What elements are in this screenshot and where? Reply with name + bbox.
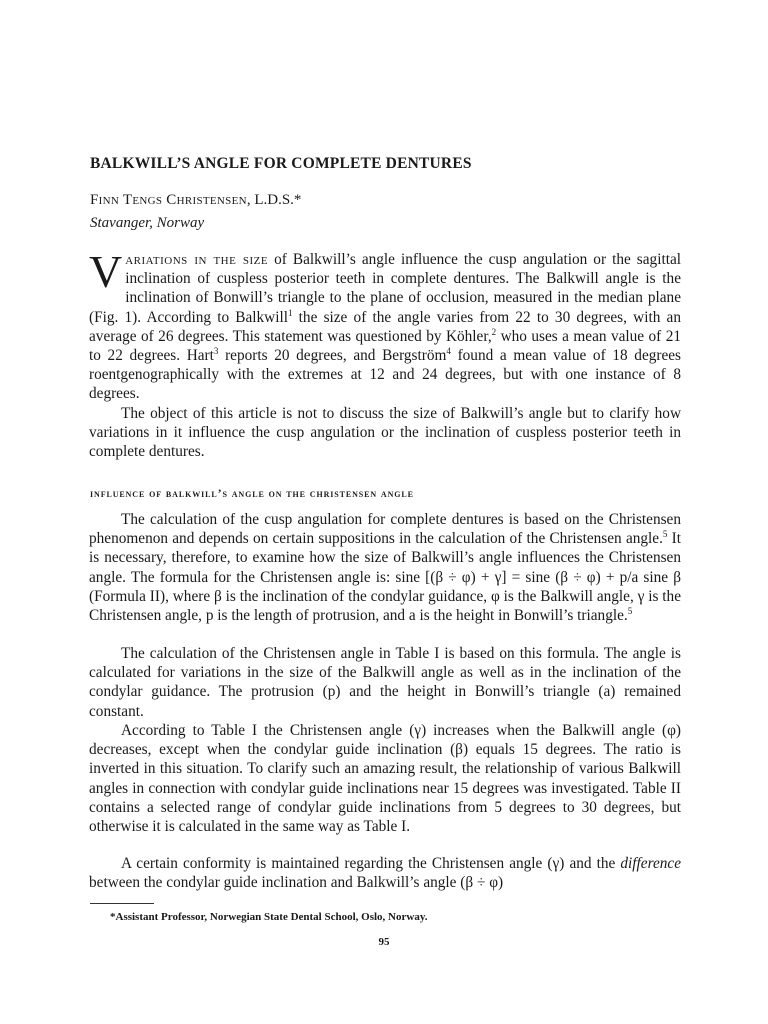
intro-paragraph: Variations in the size of Balkwill’s angle influence the cusp angulation or the sagittal inclination of cuspless posterior teeth in complete dentures. The Balkwill angle is the inclination of Bonwill’s triangle to the plane of occlusion, measured in the median plane (Fig. 1). According to Balkwill$^1$ the size of the angle varies from 22 to 30 degrees, with an average of 26 degrees. This statement was questioned by Köhler,$^2$ who uses a mean value of 21 to 22 degrees. Hart$^3$ reports 20 degrees, and Bergström$^4$ found a mean value of 18 degrees roentgenographically with the extremes at 12 and 24 degrees, but with one instance of 8 degrees. (89, 246, 682, 403)
paragraph-6: A certain conformity is maintained regarding the Christensen angle (γ) and the difference between the condylar guide inclination and Balkwill’s angle (β ÷ φ) (89, 855, 681, 892)
intro-lead-in: ariations in the size (125, 251, 269, 268)
reference-4: 4 (446, 345, 451, 356)
paragraph-2: The object of this article is not to discuss the size of Balkwill’s angle but to clarify how variations in it influence the cusp angulation or the inclination of cuspless posterior teeth in complete dentures. (89, 405, 681, 461)
article-title: BALKWILL’S ANGLE FOR COMPLETE DENTURES (90, 155, 472, 172)
emphasis-difference: difference (620, 855, 681, 872)
drop-cap: V (89, 246, 123, 297)
author-line (90, 192, 301, 209)
footnote: *Assistant Professor, Norwegian State Dental School, Oslo, Norway. (110, 911, 428, 923)
reference-2: 2 (491, 326, 497, 337)
author-name: Finn Tengs Christensen (90, 192, 247, 208)
paragraph-3: The calculation of the cusp angulation for complete dentures is based on the Christensen phenomenon and depends on certain suppositions in the calculation of the Christensen angle.$^5$ It is necessary, therefore, to examine how the size of Balkwill’s angle influences the Christensen angle. The formula for the Christensen angle is: sine [(β ÷ φ) + γ] = sine (β ÷ φ) + p/a sine β (Formula II), where β is the inclination of the condylar guidance, φ is the Balkwill angle, γ is the Christensen angle, p is the length of protrusion, and a is the height in Bonwill’s triangle.$^5$ (89, 511, 681, 625)
reference-5b: 5 (627, 605, 633, 616)
footnote-rule (90, 903, 154, 904)
paragraph-4: The calculation of the Christensen angle in Table I is based on this formula. The angle is calculated for variations in the size of the Balkwill angle as well as in the inclination of the condylar guidance. The protrusion (p) and the height in Bonwill’s triangle (a) remained constant. (89, 645, 681, 720)
reference-3: 3 (213, 345, 219, 356)
paragraph-5: According to Table I the Christensen angle (γ) increases when the Balkwill angle (φ) decreases, except when the condylar guide inclination (β) equals 15 degrees. The ratio is inverted in this situation. To clarify such an amazing result, the relationship of various Balkwill angles in connection with condylar guide inclinations near 15 degrees was investigated. Table II contains a selected range of condylar guide inclinations from 5 degrees to 30 degrees, but otherwise it is calculated in the same way as Table I. (89, 722, 681, 836)
reference-5: 5 (662, 529, 668, 540)
author-degree: , L.D.S.* (246, 192, 302, 208)
author-affiliation: Stavanger, Norway (90, 215, 205, 231)
reference-1: 1 (287, 307, 293, 318)
section-heading: influence of balkwill’s angle on the christensen angle (90, 486, 414, 500)
page-number: 95 (378, 936, 390, 948)
